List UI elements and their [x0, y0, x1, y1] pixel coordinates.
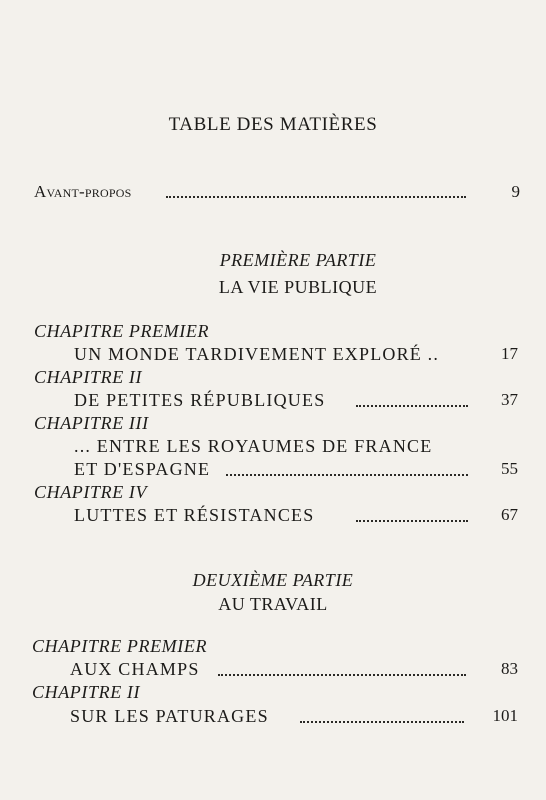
- part-1-chapter-4-page: 67: [501, 505, 518, 524]
- part-2-label: DEUXIÈME PARTIE: [192, 570, 354, 590]
- toc-title: TABLE DES MATIÈRES: [168, 114, 378, 135]
- part-2-chapter-1-page: 83: [501, 659, 518, 678]
- part-1-chapter-4-leader: [356, 520, 468, 522]
- avant-propos-leader: [166, 196, 466, 198]
- part-2-title: AU TRAVAIL: [218, 594, 328, 614]
- part-1-chapter-1-title: UN MONDE TARDIVEMENT EXPLORÉ ..: [74, 344, 440, 364]
- part-2-chapter-2-label: CHAPITRE II: [32, 682, 141, 702]
- part-1-chapter-3-title-line-2: ET D'ESPAGNE: [74, 459, 211, 479]
- part-1-chapter-2-leader: [356, 405, 468, 407]
- part-2-chapter-2-leader: [300, 721, 464, 723]
- part-1-chapter-4-label: CHAPITRE IV: [34, 482, 148, 502]
- part-1-chapter-1-page: 17: [501, 344, 518, 363]
- part-1-title: LA VIE PUBLIQUE: [218, 277, 378, 297]
- part-1-chapter-3-title-line-1: ... ENTRE LES ROYAUMES DE FRANCE: [74, 436, 433, 456]
- part-1-chapter-2-title: DE PETITES RÉPUBLIQUES: [74, 390, 326, 410]
- part-1-chapter-4-title: LUTTES ET RÉSISTANCES: [74, 505, 315, 525]
- part-1-chapter-1-label: CHAPITRE PREMIER: [34, 321, 210, 341]
- part-2-chapter-2-page: 101: [492, 706, 518, 725]
- part-1-chapter-2-page: 37: [501, 390, 518, 409]
- part-2-chapter-1-leader: [218, 674, 466, 676]
- part-1-chapter-3-label: CHAPITRE III: [34, 413, 149, 433]
- part-1-chapter-2-label: CHAPITRE II: [34, 367, 143, 387]
- part-1-chapter-3-page: 55: [501, 459, 518, 478]
- part-1-chapter-3-leader: [226, 474, 468, 476]
- avant-propos-label: Avant-propos: [34, 182, 132, 201]
- part-2-chapter-2-title: SUR LES PATURAGES: [70, 706, 269, 726]
- part-2-chapter-1-title: AUX CHAMPS: [70, 659, 200, 679]
- part-1-label: PREMIÈRE PARTIE: [219, 250, 377, 270]
- avant-propos-page: 9: [511, 182, 520, 201]
- part-2-chapter-1-label: CHAPITRE PREMIER: [32, 636, 208, 656]
